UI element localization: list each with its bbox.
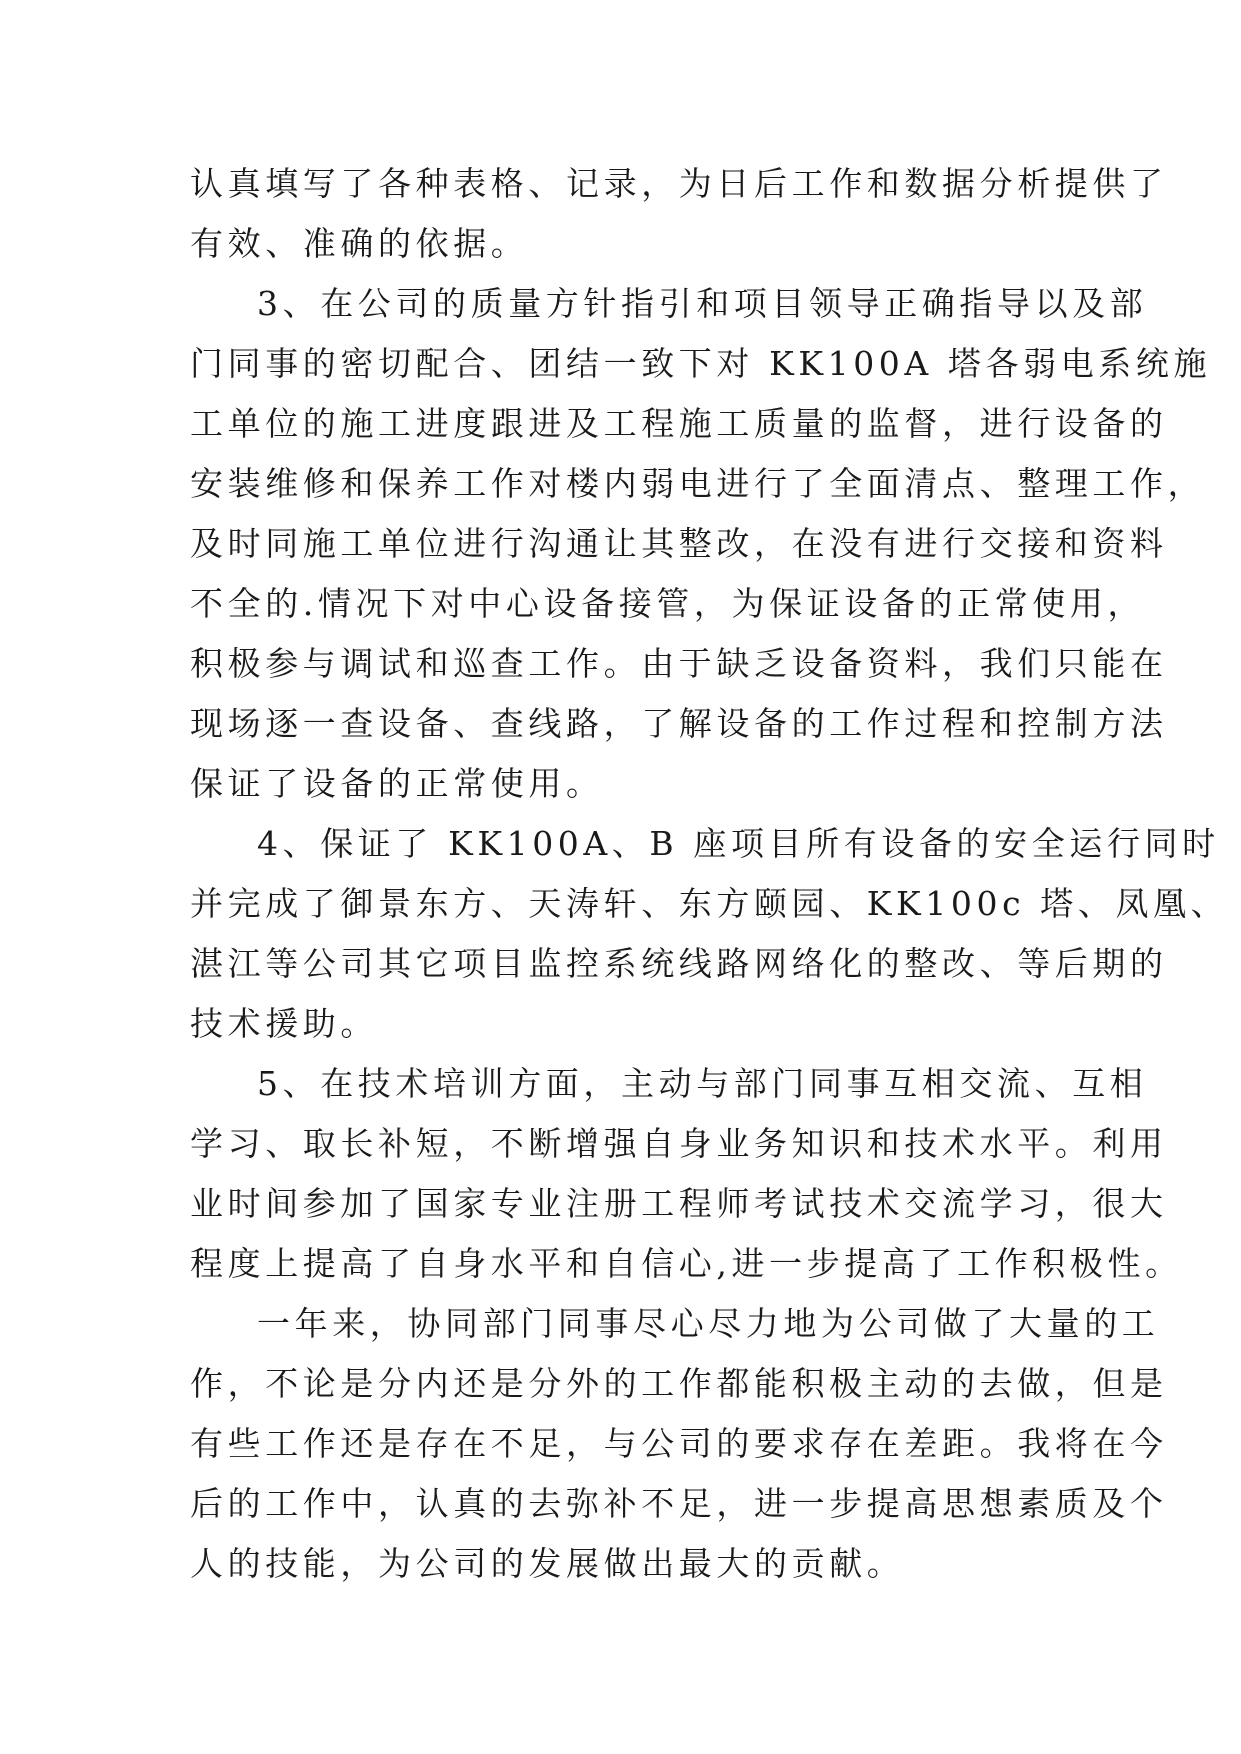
text-line: 工单位的施工进度跟进及工程施工质量的监督，进行设备的 — [190, 404, 1168, 443]
text-line: 有些工作还是存在不足，与公司的要求存在差距。我将在今 — [190, 1424, 1168, 1463]
text-line: 不全的.情况下对中心设备接管，为保证设备的正常使用， — [190, 584, 1146, 623]
text-line: 安装维修和保养工作对楼内弱电进行了全面清点、整理工作， — [190, 464, 1206, 503]
text-line: 门同事的密切配合、团结一致下对 KK100A 塔各弱电系统施 — [190, 344, 1212, 383]
text-line: 3、在公司的质量方针指引和项目领导正确指导以及部 — [257, 284, 1148, 323]
text-line: 现场逐一查设备、查线路，了解设备的工作过程和控制方法 — [190, 704, 1168, 743]
paragraph-summary — [190, 1294, 1168, 1594]
text-line: 程度上提高了自身水平和自信心,进一步提高了工作积极性。 — [190, 1244, 1183, 1283]
text-line: 学习、取长补短，不断增强自身业务知识和技术水平。利用 — [190, 1124, 1168, 1163]
text-line: 积极参与调试和巡查工作。由于缺乏设备资料，我们只能在 — [190, 644, 1168, 683]
paragraph-continuation — [190, 154, 1168, 274]
text-line: 并完成了御景东方、天涛轩、东方颐园、KK100c 塔、凤凰、 — [190, 884, 1229, 923]
text-line: 人的技能，为公司的发展做出最大的贡献。 — [190, 1544, 905, 1583]
text-line: 有效、准确的依据。 — [190, 224, 529, 263]
text-line: 5、在技术培训方面，主动与部门同事互相交流、互相 — [257, 1064, 1148, 1103]
paragraph-item-5 — [190, 1054, 1183, 1294]
paragraph-item-3 — [190, 274, 1212, 814]
text-line: 湛江等公司其它项目监控系统线路网络化的整改、等后期的 — [190, 944, 1168, 983]
text-line: 业时间参加了国家专业注册工程师考试技术交流学习，很大 — [190, 1184, 1168, 1223]
text-line: 及时同施工单位进行沟通让其整改，在没有进行交接和资料 — [190, 524, 1168, 563]
text-line: 一年来，协同部门同事尽心尽力地为公司做了大量的工 — [257, 1304, 1160, 1343]
text-line: 4、保证了 KK100A、B 座项目所有设备的安全运行同时 — [257, 824, 1220, 863]
paragraph-item-4 — [190, 814, 1229, 1054]
text-line: 后的工作中，认真的去弥补不足，进一步提高思想素质及个 — [190, 1484, 1168, 1523]
text-line: 作，不论是分内还是分外的工作都能积极主动的去做，但是 — [190, 1364, 1168, 1403]
text-line: 保证了设备的正常使用。 — [190, 764, 604, 803]
text-line: 认真填写了各种表格、记录，为日后工作和数据分析提供了 — [190, 164, 1168, 203]
text-line: 技术援助。 — [190, 1004, 378, 1043]
document-body — [190, 154, 1229, 1594]
